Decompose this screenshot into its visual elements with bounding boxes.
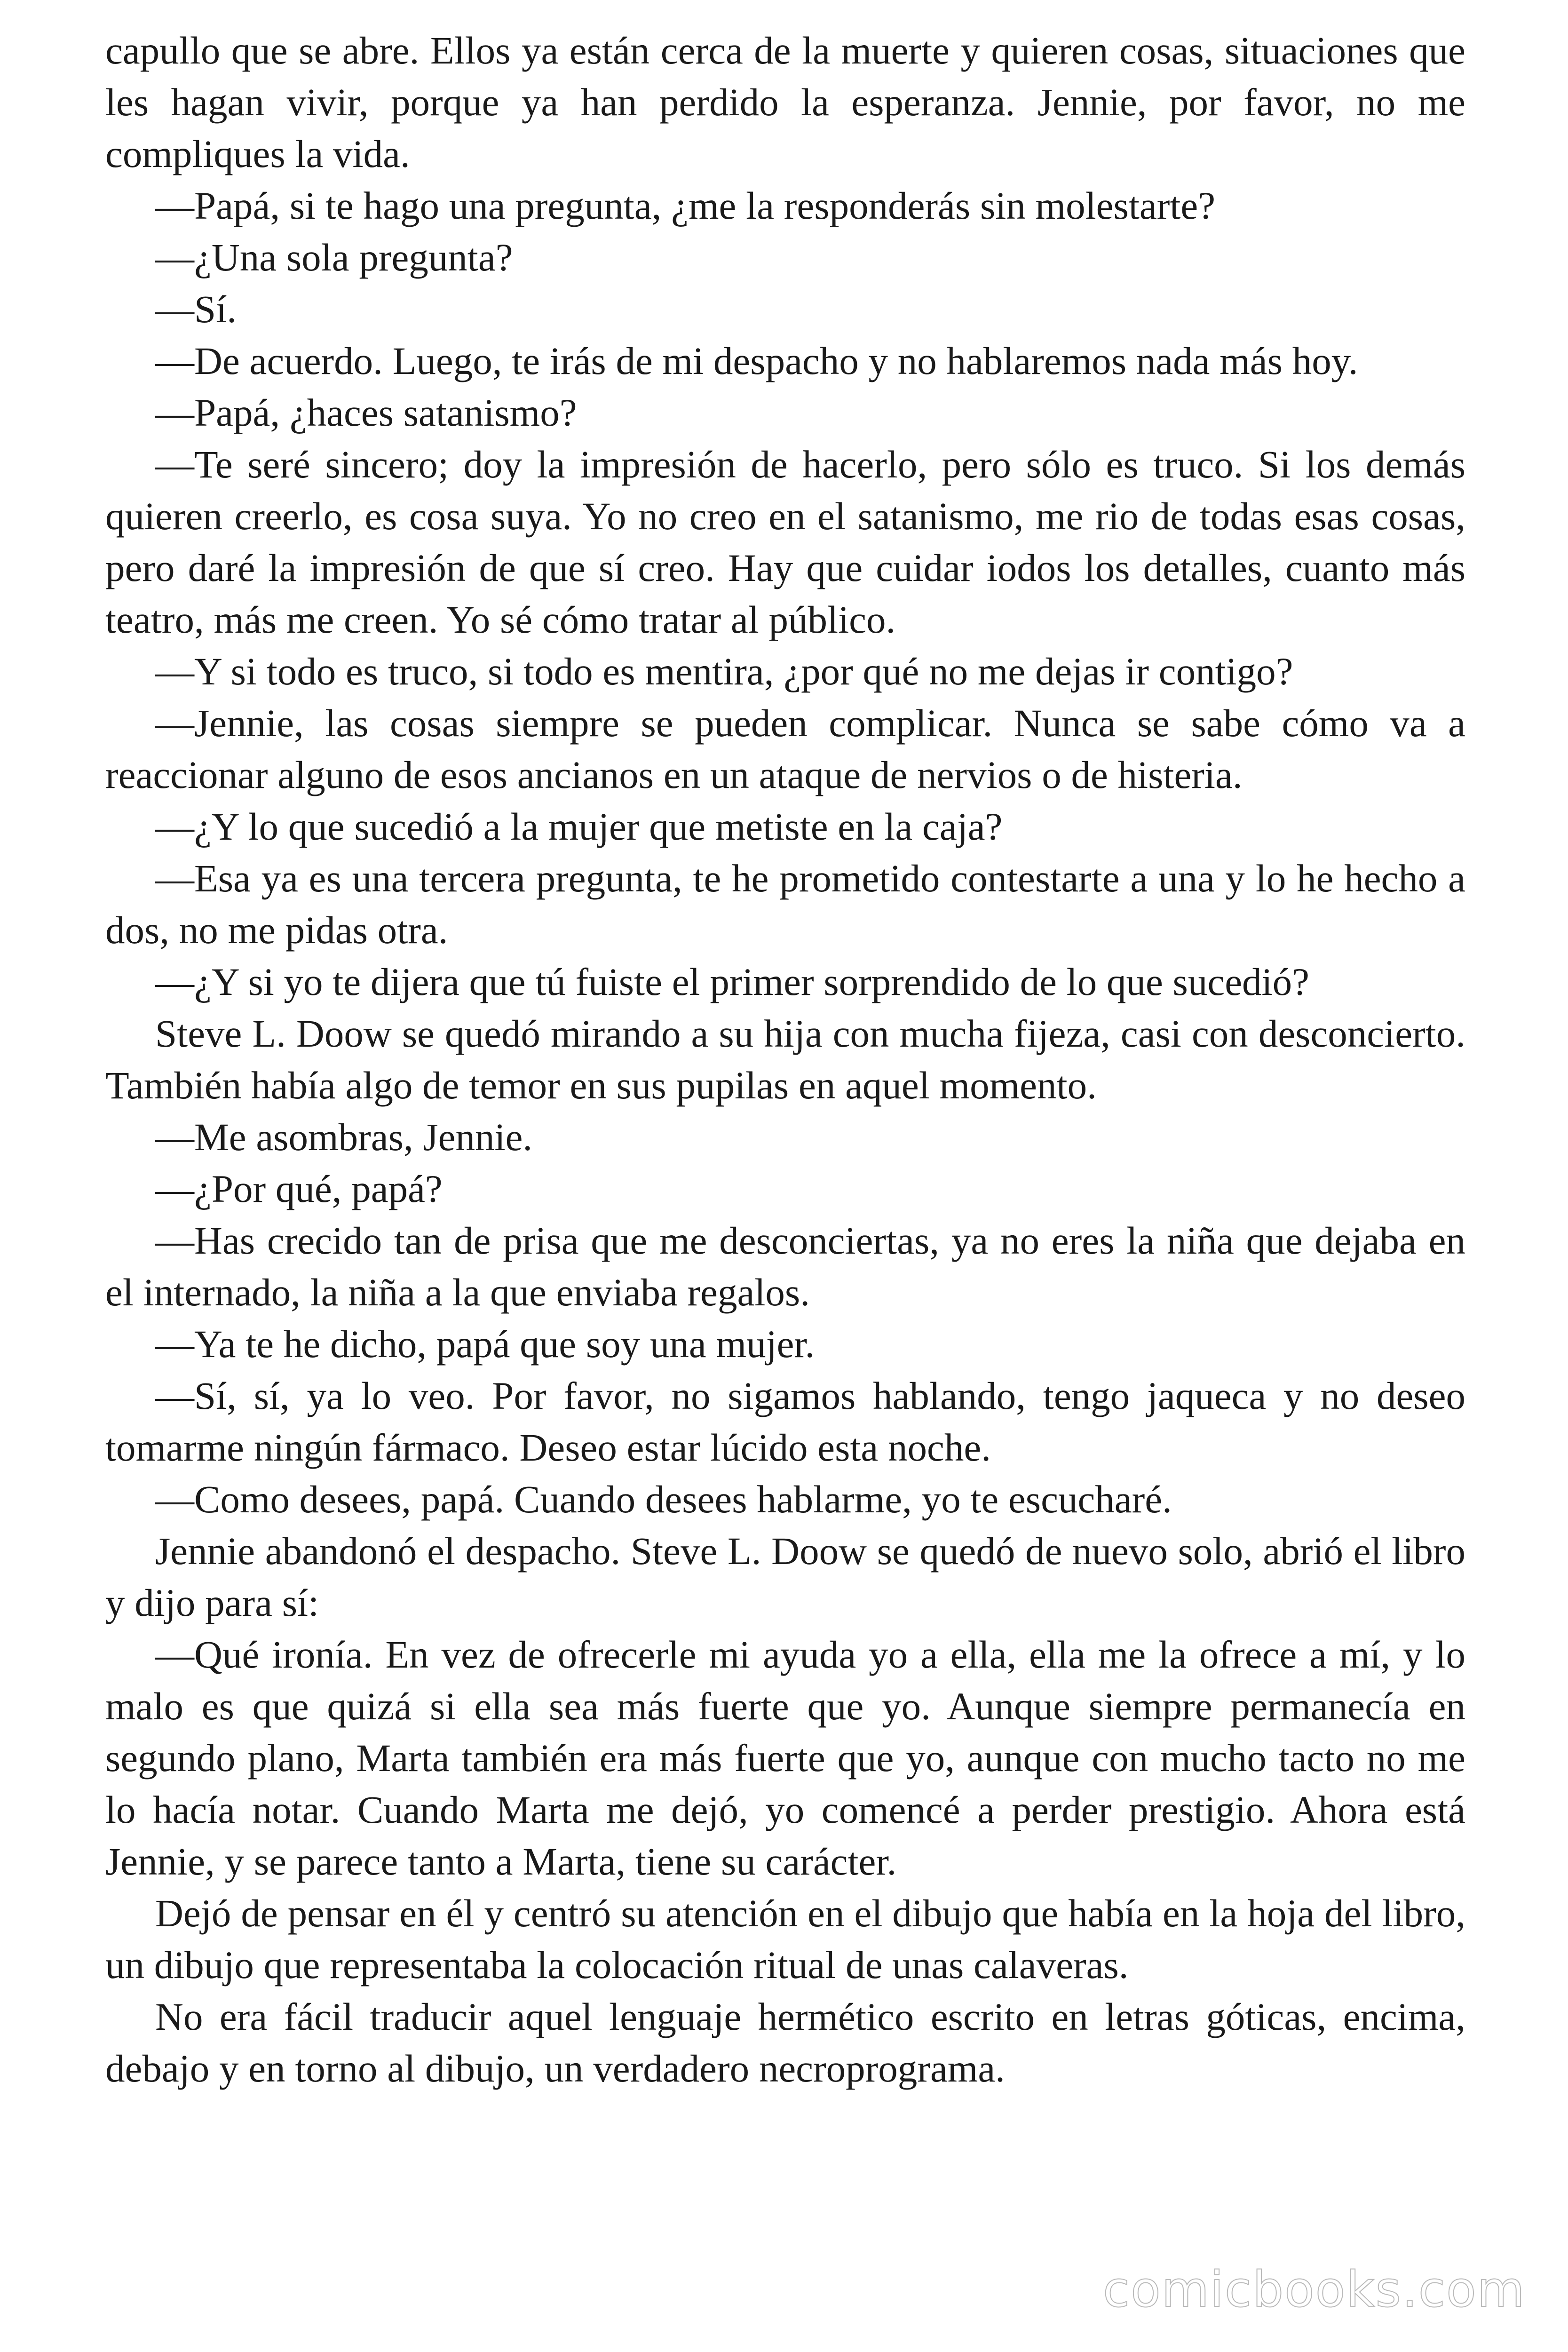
narrative-paragraph: No era fácil traducir aquel lenguaje hermético escrito en letras góticas, encima, debajo y en torno al dibujo, un verdadero necroprograma. [105, 1995, 1465, 2090]
dialogue-line: —¿Por qué, papá? [155, 1167, 443, 1210]
dialogue-line: —Papá, si te hago una pregunta, ¿me la responderás sin molestarte? [155, 184, 1216, 227]
dialogue-line: —Sí, sí, ya lo veo. Por favor, no sigamos hablando, tengo jaqueca y no deseo tomarme ningún fármaco. Deseo estar lúcido esta noche. [105, 1374, 1465, 1469]
dialogue-line: —Papá, ¿haces satanismo? [155, 391, 577, 434]
dialogue-line: —Qué ironía. En vez de ofrecerle mi ayuda yo a ella, ella me la ofrece a mí, y lo malo es que quizá si ella sea más fuerte que yo. Aunque siempre permanecía en segundo plano, Marta también era más fuerte que yo, aunque con mucho tacto no me lo hacía notar. Cuando Marta me dejó, yo comencé a perder prestigio. Ahora está Jennie, y se parece tanto a Marta, tiene su carácter. [105, 1633, 1465, 1883]
dialogue-line: —Ya te he dicho, papá que soy una mujer. [155, 1322, 815, 1366]
dialogue-line: —Jennie, las cosas siempre se pueden complicar. Nunca se sabe cómo va a reaccionar alguno de esos ancianos en un ataque de nervios o de histeria. [105, 701, 1465, 796]
narrative-paragraph: Dejó de pensar en él y centró su atención en el dibujo que había en la hoja del libro, un dibujo que representaba la colocación ritual de unas calaveras. [105, 1891, 1465, 1986]
dialogue-line: —Me asombras, Jennie. [155, 1115, 533, 1159]
dialogue-line: —Esa ya es una tercera pregunta, te he prometido contestarte a una y lo he hecho a dos, no me pidas otra. [105, 857, 1465, 952]
narrative-paragraph: Jennie abandonó el despacho. Steve L. Doow se quedó de nuevo solo, abrió el libro y dijo para sí: [105, 1529, 1465, 1624]
narrative-paragraph: Steve L. Doow se quedó mirando a su hija con mucha fijeza, casi con desconcierto. También había algo de temor en sus pupilas en aquel momento. [105, 1012, 1465, 1107]
dialogue-line: —Y si todo es truco, si todo es mentira, ¿por qué no me dejas ir contigo? [155, 650, 1293, 693]
dialogue-line: —¿Y si yo te dijera que tú fuiste el primer sorprendido de lo que sucedió? [155, 960, 1309, 1003]
document-page [105, 24, 1465, 2094]
dialogue-line: —Sí. [155, 287, 237, 331]
watermark: comicbooks.com [1102, 2261, 1526, 2318]
dialogue-line: —Te seré sincero; doy la impresión de hacerlo, pero sólo es truco. Si los demás quieren creerlo, es cosa suya. Yo no creo en el satanismo, me rio de todas esas cosas, pero daré la impresión de que sí creo. Hay que cuidar iodos los detalles, cuanto más teatro, más me creen. Yo sé cómo tratar al público. [105, 443, 1465, 641]
dialogue-line: —¿Una sola pregunta? [155, 236, 513, 279]
paragraph-continuation: capullo que se abre. Ellos ya están cerca de la muerte y quieren cosas, situaciones que les hagan vivir, porque ya han perdido la esperanza. Jennie, por favor, no me compliques la vida. [105, 29, 1465, 175]
dialogue-line: —Has crecido tan de prisa que me desconciertas, ya no eres la niña que dejaba en el internado, la niña a la que enviaba regalos. [105, 1219, 1465, 1314]
dialogue-line: —Como desees, papá. Cuando desees hablarme, yo te escucharé. [155, 1478, 1172, 1521]
dialogue-line: —De acuerdo. Luego, te irás de mi despacho y no hablaremos nada más hoy. [155, 339, 1358, 382]
dialogue-line: —¿Y lo que sucedió a la mujer que metiste en la caja? [155, 805, 1003, 848]
